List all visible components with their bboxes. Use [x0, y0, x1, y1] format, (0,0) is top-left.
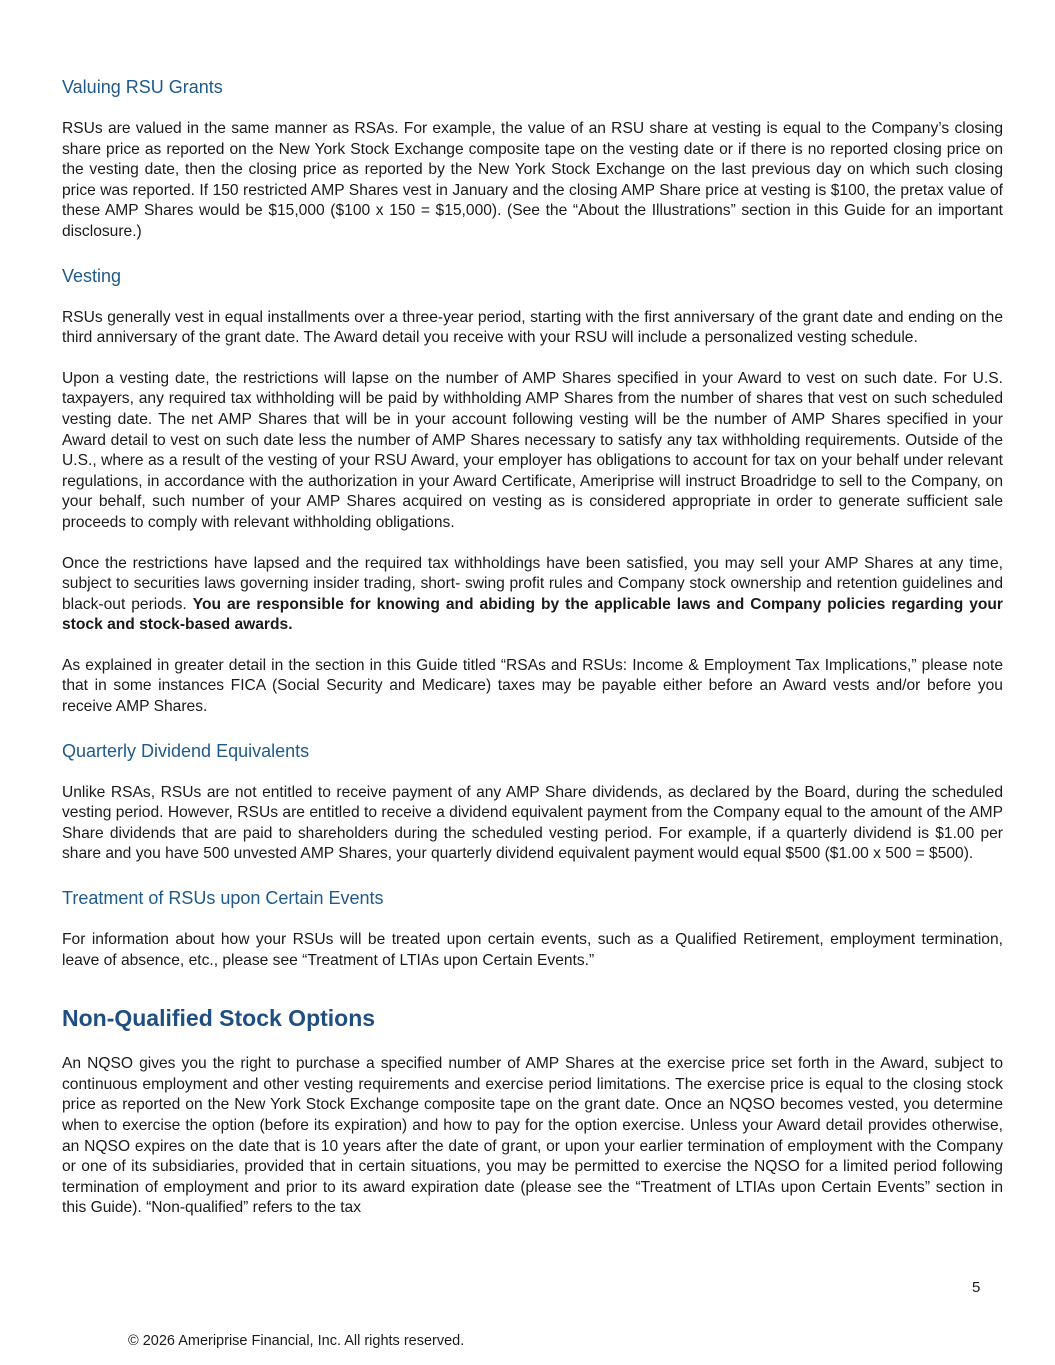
copyright-footer: © 2026 Ameriprise Financial, Inc. All rights reserved.	[128, 1333, 465, 1349]
paragraph-dividends: Unlike RSAs, RSUs are not entitled to receive payment of any AMP Share dividends, as declared by the Board, during the scheduled vesting period. However, RSUs are entitled to receive a dividend equivalent payment from the Company equal to the amount of the AMP Share dividends that are paid to shareholders during the scheduled vesting period. For example, if a quarterly dividend is $1.00 per share and you have 500 unvested AMP Shares, your quarterly dividend equivalent payment would equal $500 ($1.00 x 500 = $500).	[62, 783, 1003, 863]
paragraph-vesting-4: As explained in greater detail in the section in this Guide titled “RSAs and RSUs: Income & Employment Tax Implications,” please note that in some instances FICA (Social Security and Medicare) taxes may be payable either before an Award vests and/or before you receive AMP Shares.	[62, 656, 1003, 716]
paragraph-vesting-2: Upon a vesting date, the restrictions will lapse on the number of AMP Shares specified in your Award to vest on such date. For U.S. taxpayers, any required tax withholding will be paid by withholding AMP Shares from the number of shares that vest on such scheduled vesting date. The net AMP Shares that will be in your account following vesting will be the number of AMP Shares specified in your Award detail to vest on such date less the number of AMP Shares necessary to satisfy any tax withholding requirements. Outside of the U.S., where as a result of the vesting of your RSU Award, your employer has obligations to account for tax on your behalf under relevant regulations, in accordance with the authorization in your Award Certificate, Ameriprise will instruct Broadridge to sell to the Company, on your behalf, such number of your AMP Shares acquired on vesting as is considered appropriate in order to generate sufficient sale proceeds to comply with relevant withholding obligations.	[62, 369, 1003, 531]
document-page	[62, 74, 1003, 1239]
heading-non-qualified-stock-options: Non-Qualified Stock Options	[62, 1005, 376, 1032]
paragraph-vesting-1: RSUs generally vest in equal installments over a three-year period, starting with the first anniversary of the grant date and ending on the third anniversary of the grant date. The Award detail you receive with your RSU will include a personalized vesting schedule.	[62, 308, 1003, 347]
heading-treatment-of-rsus: Treatment of RSUs upon Certain Events	[62, 888, 384, 909]
paragraph-vesting-3-text: Once the restrictions have lapsed and the required tax withholdings have been satisfied, you may sell your AMP Shares at any time, subject to securities laws governing insider trading, short- swing profit rules and Company stock ownership and retention guidelines and black-out periods.	[62, 554, 1003, 613]
paragraph-vesting-3-bold: You are responsible for knowing and abiding by the applicable laws and Company policies regarding your stock and stock-based awards.	[62, 595, 1004, 634]
paragraph-nqso: An NQSO gives you the right to purchase a specified number of AMP Shares at the exercise price set forth in the Award, subject to continuous employment and other vesting requirements and exercise period limitations. The exercise price is equal to the closing stock price as reported on the New York Stock Exchange composite tape on the grant date. Once an NQSO becomes vested, you determine when to exercise the option (before its expiration) and how to pay for the option exercise. Unless your Award detail provides otherwise, an NQSO expires on the date that is 10 years after the date of grant, or upon your earlier termination of employment with the Company or one of its subsidiaries, provided that in certain situations, you may be permitted to exercise the NQSO for a limited period following termination of employment and prior to its award expiration date (please see the “Treatment of LTIAs upon Certain Events” section in this Guide). “Non-qualified” refers to the tax	[62, 1055, 1003, 1217]
page-number: 5	[972, 1279, 981, 1296]
paragraph-treatment: For information about how your RSUs will be treated upon certain events, such as a Qualified Retirement, employment termination, leave of absence, etc., please see “Treatment of LTIAs upon Certain Events.”	[62, 931, 1003, 969]
paragraph-vesting-3	[62, 554, 1003, 636]
heading-quarterly-dividend-equivalents: Quarterly Dividend Equivalents	[62, 740, 310, 761]
heading-valuing-rsu-grants: Valuing RSU Grants	[62, 77, 223, 97]
paragraph-valuing: RSUs are valued in the same manner as RSAs. For example, the value of an RSU share at vesting is equal to the Company’s closing share price as reported on the New York Stock Exchange composite tape on the vesting date or if there is no reported closing price on the vesting date, then the closing price as reported by the New York Stock Exchange on the last previous day on which such closing price was reported. If 150 restricted AMP Shares vest in January and the closing AMP Share price at vesting is $100, the pretax value of these AMP Shares would be $15,000 ($100 x 150 = $15,000). (See the “About the Illustrations” section in this Guide for an important disclosure.)	[62, 120, 1003, 240]
heading-vesting: Vesting	[62, 265, 122, 286]
